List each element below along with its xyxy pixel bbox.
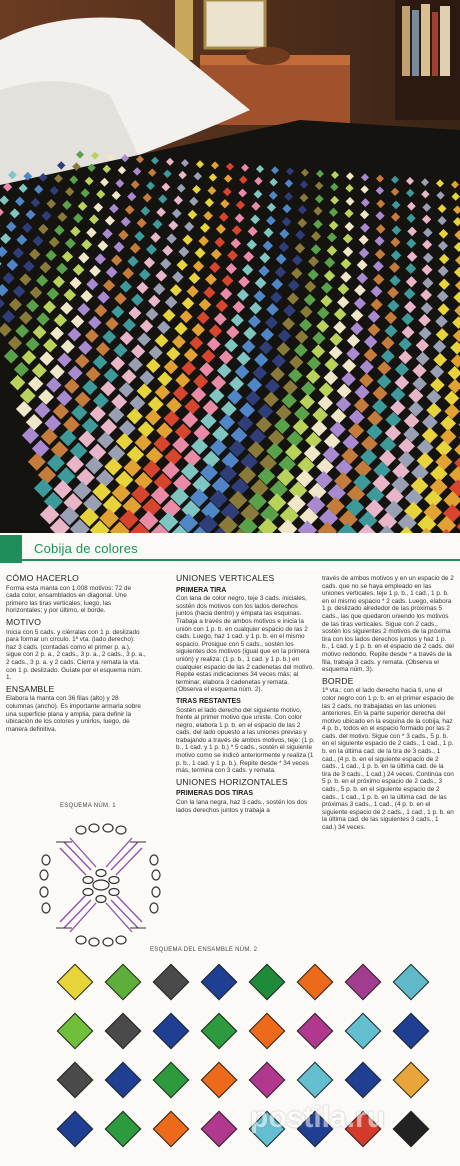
crochet-symbol-chart [36, 820, 166, 950]
text-border: 1ª vta.: con el lado derecho hacia ti, une el color negro con 1 p. b. en el primer espacio de las 2 cads. no trabajadas en las uniones anteriores. En la parte superior derecha del motivo ubicado en la esquina de la cobija, haz 4 p. b., todos en el espacio formado por las 2 cads. del motivo. Sigue con * 3 cads., 5 p. b. en el siguiente espacio de 2 cads., 1 cad., 1 p. b. en la última cad. de la tira de 3 cads., 1 cad., (4 p. b. en el siguiente espacio de 2 cads., 1 cad., 1 p. b. en la última cad. de la tira de 3 cads., 1 cad.) 24 veces. Continúa con 5 p. b. en el próximo espacio de 2 cads., 3 cads., 5 p. b. en el siguiente espacio de 2 cads., 1 cad., 1 p. b. en la última cad. de las próximas 3 cads., 1 cad., (4 p. b. en el siguiente espacio de 2 cads., 1 cad., 1 p. b. en la última cad. de las siguientes 3 cads., 1 cad.) 34 veces. [322, 687, 454, 831]
assembly-diamond [105, 964, 142, 1001]
section-text-ensamble: Elabora la manta con 36 filas (alto) y 28 columnas (ancho). Es importante armarla sobre una superficie plana y amplia, para definir la ubicación de los colores y unirlos, luego, de manera definitiva. [6, 695, 141, 733]
blanket-photo-svg [0, 0, 460, 533]
assembly-diamond [201, 964, 238, 1001]
text-remaining-strips: Sostén el lado derecho del siguiente motivo, frente al primer motivo que uniste. Con color negro, elabora 1 p. b. en el espacio de las 2 cads. del lado opuesto a las uniones previas y trabajando a través de ambos motivos, teje: (1 p. b., 1 cad. y 1 p. b.) * 5 cads., sostén el siguiente motivo como se indicó anteriormente y realiza (1 p. b., 1 cad. y 1 p. b.). Repite desde * 34 veces más, termina con 3 cads. y remata. [176, 706, 315, 775]
assembly-diamond [249, 1013, 286, 1050]
section-text-motivo: Inicia con 5 cads. y ciérralas con 1 p. deslizado para formar un círculo. 1ª vta. (lado derecho): haz 3 cads. (contadas como el primer p. a.), sigue con 2 p. a., 2 cads., 3 p. a., 2 cads., 3 p. a., 2 cads., 3 p. a. y 2 cads. Cierra y remata la vta. con 1 p. deslizado. Guíate por el esquema núm. 1. [6, 628, 146, 682]
title-accent-block [0, 535, 22, 563]
section-text-how: Forma esta manta con 1.008 motivos: 72 de cada color, ensamblados en diagonal. Une primero las tiras verticales; luego, las horizontales; y por último, el borde. [6, 584, 132, 615]
text-first-two-strips: Con la lana negra, haz 3 cads., sostén los dos lados derechos juntos y trabaja a [176, 799, 308, 814]
schema1-diagram [36, 820, 166, 950]
section-heading-border: BORDE [322, 675, 354, 686]
assembly-diamond [57, 1062, 94, 1099]
schema1-label: ESQUEMA NÚM. 1 [60, 803, 116, 809]
assembly-diamond [105, 1062, 142, 1099]
assembly-diamond [153, 964, 190, 1001]
assembly-diamond [393, 1062, 430, 1099]
title-bar [0, 535, 460, 563]
assembly-diamond [57, 1111, 94, 1148]
assembly-diamond [249, 1062, 286, 1099]
assembly-diamond [201, 1062, 238, 1099]
assembly-diamond [297, 1013, 334, 1050]
column-border [322, 575, 454, 836]
pattern-page [0, 533, 460, 1166]
text-horizontal-continued: través de ambos motivos y en un espacio de 2 cads. que no se haya empleado en las uniones verticales, teje 1 p. b., 1 cad., 1 p. b. en el mismo espacio * 2 cads. Luego, elabora 1 p. deslizado alrededor de las próximas 5 cads., las que quedaron uniendo los motivos de las tiras verticales. Sigue con 2 cads., sostén los siguientes 2 motivos de la próxima tira con los lados derechos juntos y haz 1 p. b., 1 cad. y 1 p. b. en el espacio de 2 cads. del motivo redondo. Repite desde * a través de la fila, trabaja 3 cads. y remata. (Observa el esquema núm. 3). [322, 575, 454, 674]
assembly-diamond [105, 1111, 142, 1148]
assembly-diamond [297, 964, 334, 1001]
subheading-remaining-strips: TIRAS RESTANTES [176, 697, 241, 705]
column-instructions [6, 575, 146, 737]
subheading-first-two-strips: PRIMERAS DOS TIRAS [176, 790, 254, 798]
text-first-strip: Con lana de color negro, teje 3 cads. iniciales, sostén dos motivos con los lados derechos juntos (hacia dentro) y empata las esquinas. Trabaja a través de ambos motivos e inicia la unión con 1 p. b. en cualquier espacio de las 2 cads. Luego, haz 1 cad. y 1 p. b. en el mismo espacio. Prosigue con 5 cads., sostén los siguientes dos motivos (igual que en la primera unión) y realiza: (1 p. b., 1 cad. y 1 p. b.) en cualquier espacio de las 2 cadenetas del motivo. Repite estas indicaciones 34 veces más; al terminar, elabora 3 cadenetas y remata. (Observa el esquema núm. 2). [176, 595, 314, 694]
assembly-diamond [249, 964, 286, 1001]
subheading-first-strip: PRIMERA TIRA [176, 586, 227, 594]
blanket-photo [0, 0, 460, 533]
section-heading-vertical: UNIONES VERTICALES [176, 573, 275, 583]
assembly-diamond [393, 1013, 430, 1050]
watermark: postila.ru [250, 1101, 386, 1134]
assembly-diamond [297, 1062, 334, 1099]
assembly-diamond [153, 1062, 190, 1099]
assembly-diamond [153, 1013, 190, 1050]
assembly-diamond [393, 1111, 430, 1148]
assembly-diamond [345, 1013, 382, 1050]
assembly-diamond [153, 1111, 190, 1148]
section-heading-ensamble: ENSAMBLE [6, 683, 55, 694]
assembly-diamond [393, 964, 430, 1001]
assembly-diamond [57, 964, 94, 1001]
schema2-label: ESQUEMA DEL ENSAMBLE NÚM. 2 [150, 947, 258, 953]
section-heading-motivo: MOTIVO [6, 616, 42, 627]
assembly-diamond [201, 1111, 238, 1148]
section-heading-horizontal: UNIONES HORIZONTALES [176, 776, 288, 787]
assembly-diamond [57, 1013, 94, 1050]
column-vertical-unions [176, 575, 316, 818]
section-heading-how: CÓMO HACERLO [6, 573, 80, 583]
assembly-diamond [345, 964, 382, 1001]
assembly-diamond [201, 1013, 238, 1050]
assembly-diamond [105, 1013, 142, 1050]
page-title: Cobija de colores [34, 541, 138, 556]
assembly-diamond [345, 1062, 382, 1099]
title-rule [22, 559, 460, 561]
